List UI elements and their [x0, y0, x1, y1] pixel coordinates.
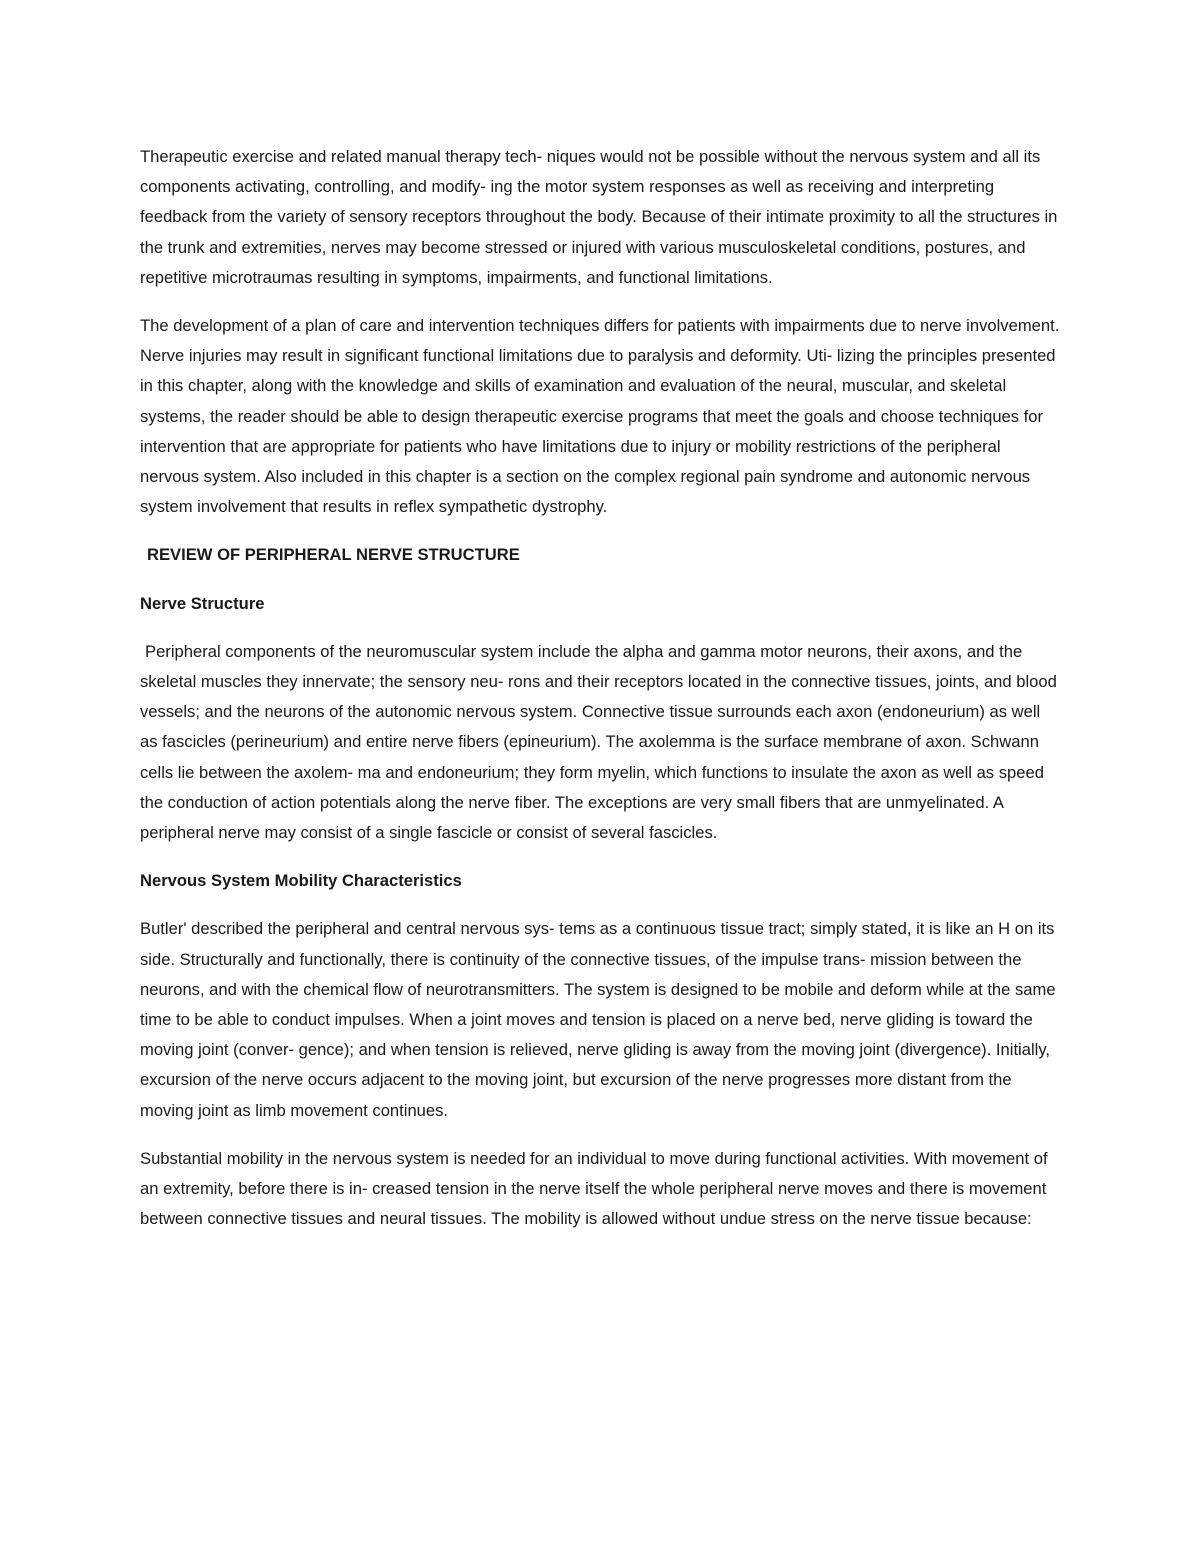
nerve-structure-heading: Nerve Structure	[140, 593, 265, 613]
document-body	[140, 142, 1060, 1253]
mobility-characteristics-paragraph: Butler' described the peripheral and central nervous sys- tems as a continuous tissue tract; simply stated, it is like an H on its side. Structurally and functionally, there is continuity of the connective tissues, of the impulse trans- mission between the neurons, and with the chemical flow of neurotransmitters. The system is designed to be mobile and deform while at the same time to be able to conduct impulses. When a joint moves and tension is placed on a nerve bed, nerve gliding is toward the moving joint (conver- gence); and when tension is relieved, nerve gliding is away from the moving joint (divergence). Initially, excursion of the nerve occurs adjacent to the moving joint, but excursion of the nerve progresses more distant from the moving joint as limb movement continues.	[140, 919, 1056, 1120]
mobility-characteristics-heading: Nervous System Mobility Characteristics	[140, 871, 462, 891]
plan-of-care-paragraph: The development of a plan of care and intervention techniques differs for patients with impairments due to nerve involvement. Nerve injuries may result in significant functional limitations due to paralysis and deformity. Uti- lizing the principles presented in this chapter, along with the knowledge and skills of examination and evaluation of the neural, muscular, and skeletal systems, the reader should be able to design therapeutic exercise programs that meet the goals and choose techniques for intervention that are appropriate for patients who have limitations due to injury or mobility restrictions of the peripheral nervous system. Also included in this chapter is a section on the complex regional pain syndrome and autonomic nervous system involvement that results in reflex sympathetic dystrophy.	[140, 316, 1060, 517]
intro-paragraph: Therapeutic exercise and related manual therapy tech- niques would not be possible without the nervous system and all its components activating, controlling, and modify- ing the motor system responses as well as receiving and interpreting feedback from the variety of sensory receptors throughout the body. Because of their intimate proximity to all the structures in the trunk and extremities, nerves may become stressed or injured with various musculoskeletal conditions, postures, and repetitive microtraumas resulting in symptoms, impairments, and functional limitations.	[140, 147, 1058, 287]
substantial-mobility-paragraph: Substantial mobility in the nervous system is needed for an individual to move during functional activities. With movement of an extremity, before there is in- creased tension in the nerve itself the whole peripheral nerve moves and there is movement between connective tissues and neural tissues. The mobility is allowed without undue stress on the nerve tissue because:	[140, 1148, 1048, 1229]
section-heading: REVIEW OF PERIPHERAL NERVE STRUCTURE	[147, 545, 520, 565]
nerve-structure-paragraph: Peripheral components of the neuromuscular system include the alpha and gamma motor neurons, their axons, and the skeletal muscles they innervate; the sensory neu- rons and their receptors located in the connective tissues, joints, and blood vessels; and the neurons of the autonomic nervous system. Connective tissue surrounds each axon (endoneurium) as well as fascicles (perineurium) and entire nerve fibers (epineurium). The axolemma is the surface membrane of axon. Schwann cells lie between the axolem- ma and endoneurium; they form myelin, which functions to insulate the axon as well as speed the conduction of action potentials along the nerve fiber. The exceptions are very small fibers that are unmyelinated. A peripheral nerve may consist of a single fascicle or consist of several fascicles.	[140, 641, 1057, 843]
